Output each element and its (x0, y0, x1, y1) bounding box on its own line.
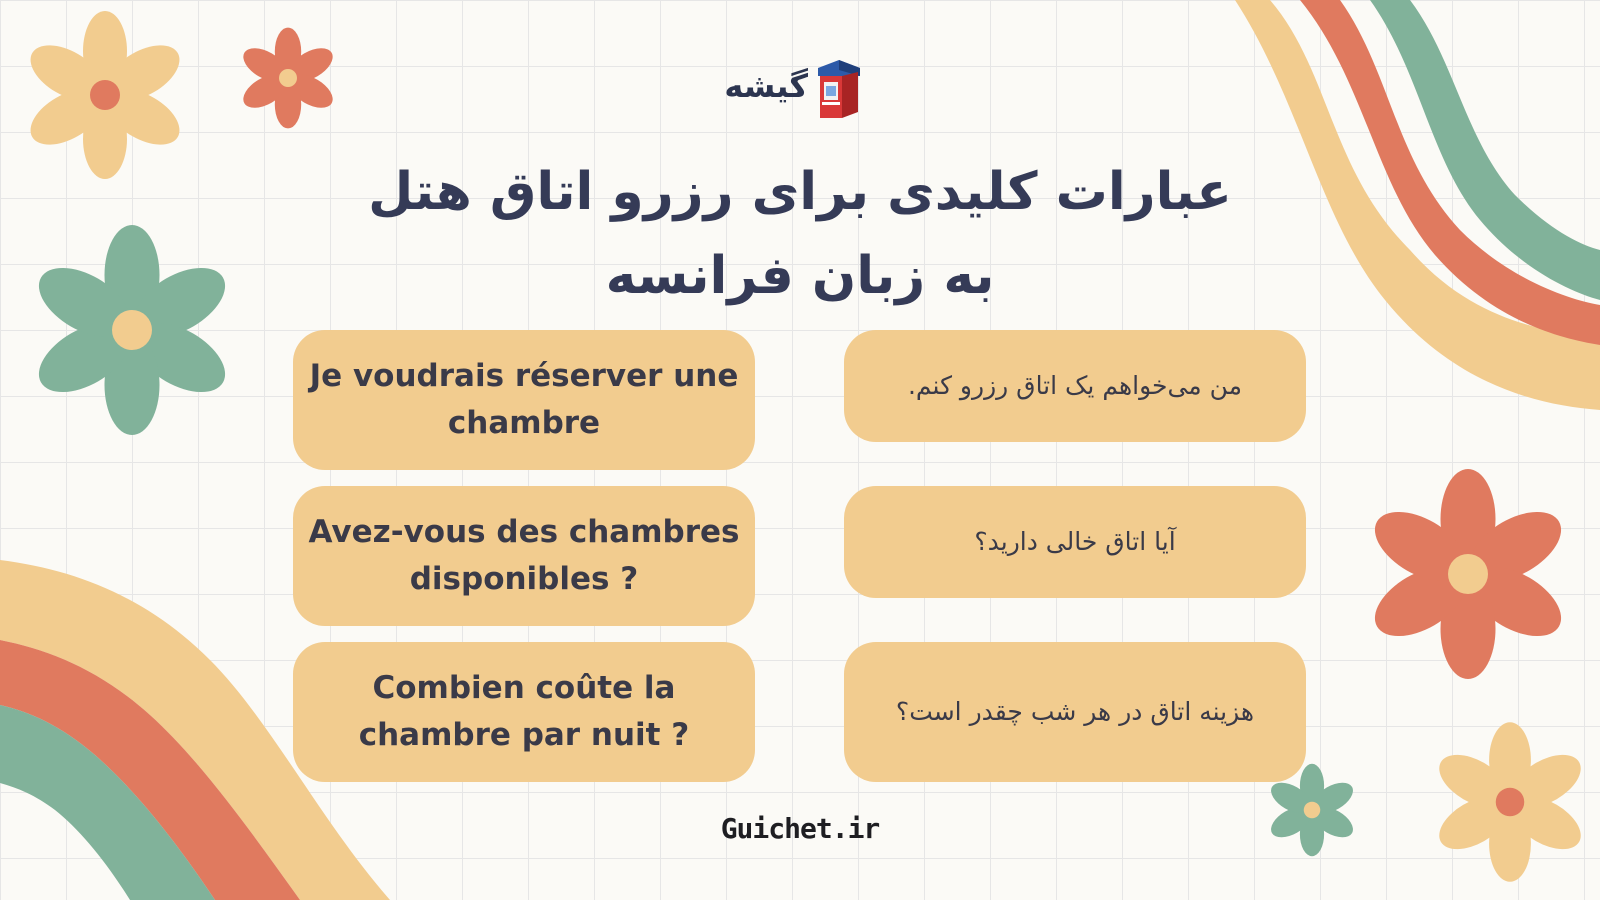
persian-phrase-card: هزینه اتاق در هر شب چقدر است؟ (844, 642, 1306, 782)
title-line-2: به زبان فرانسه (605, 246, 995, 306)
title-line-1: عبارات کلیدی برای رزرو اتاق هتل (368, 162, 1232, 222)
ticket-booth-icon (812, 58, 866, 122)
brand-logo (724, 58, 866, 124)
page-title (300, 150, 1300, 318)
logo-text: گیشه (724, 67, 808, 105)
persian-phrase-card: آیا اتاق خالی دارید؟ (844, 486, 1306, 598)
flower-icon (1430, 722, 1589, 882)
website-url: Guichet.ir (720, 812, 880, 845)
flower-icon (27, 225, 236, 435)
flower-icon (1363, 469, 1572, 679)
french-phrase-card: Je voudrais réserver une chambre (293, 330, 755, 470)
persian-phrase-card: من می‌خواهم یک اتاق رزرو کنم. (844, 330, 1306, 442)
french-phrase-card: Avez-vous des chambres disponibles ? (293, 486, 755, 626)
french-phrase-card: Combien coûte la chambre par nuit ? (293, 642, 755, 782)
flower-icon (238, 28, 338, 129)
flower-icon (21, 11, 188, 179)
